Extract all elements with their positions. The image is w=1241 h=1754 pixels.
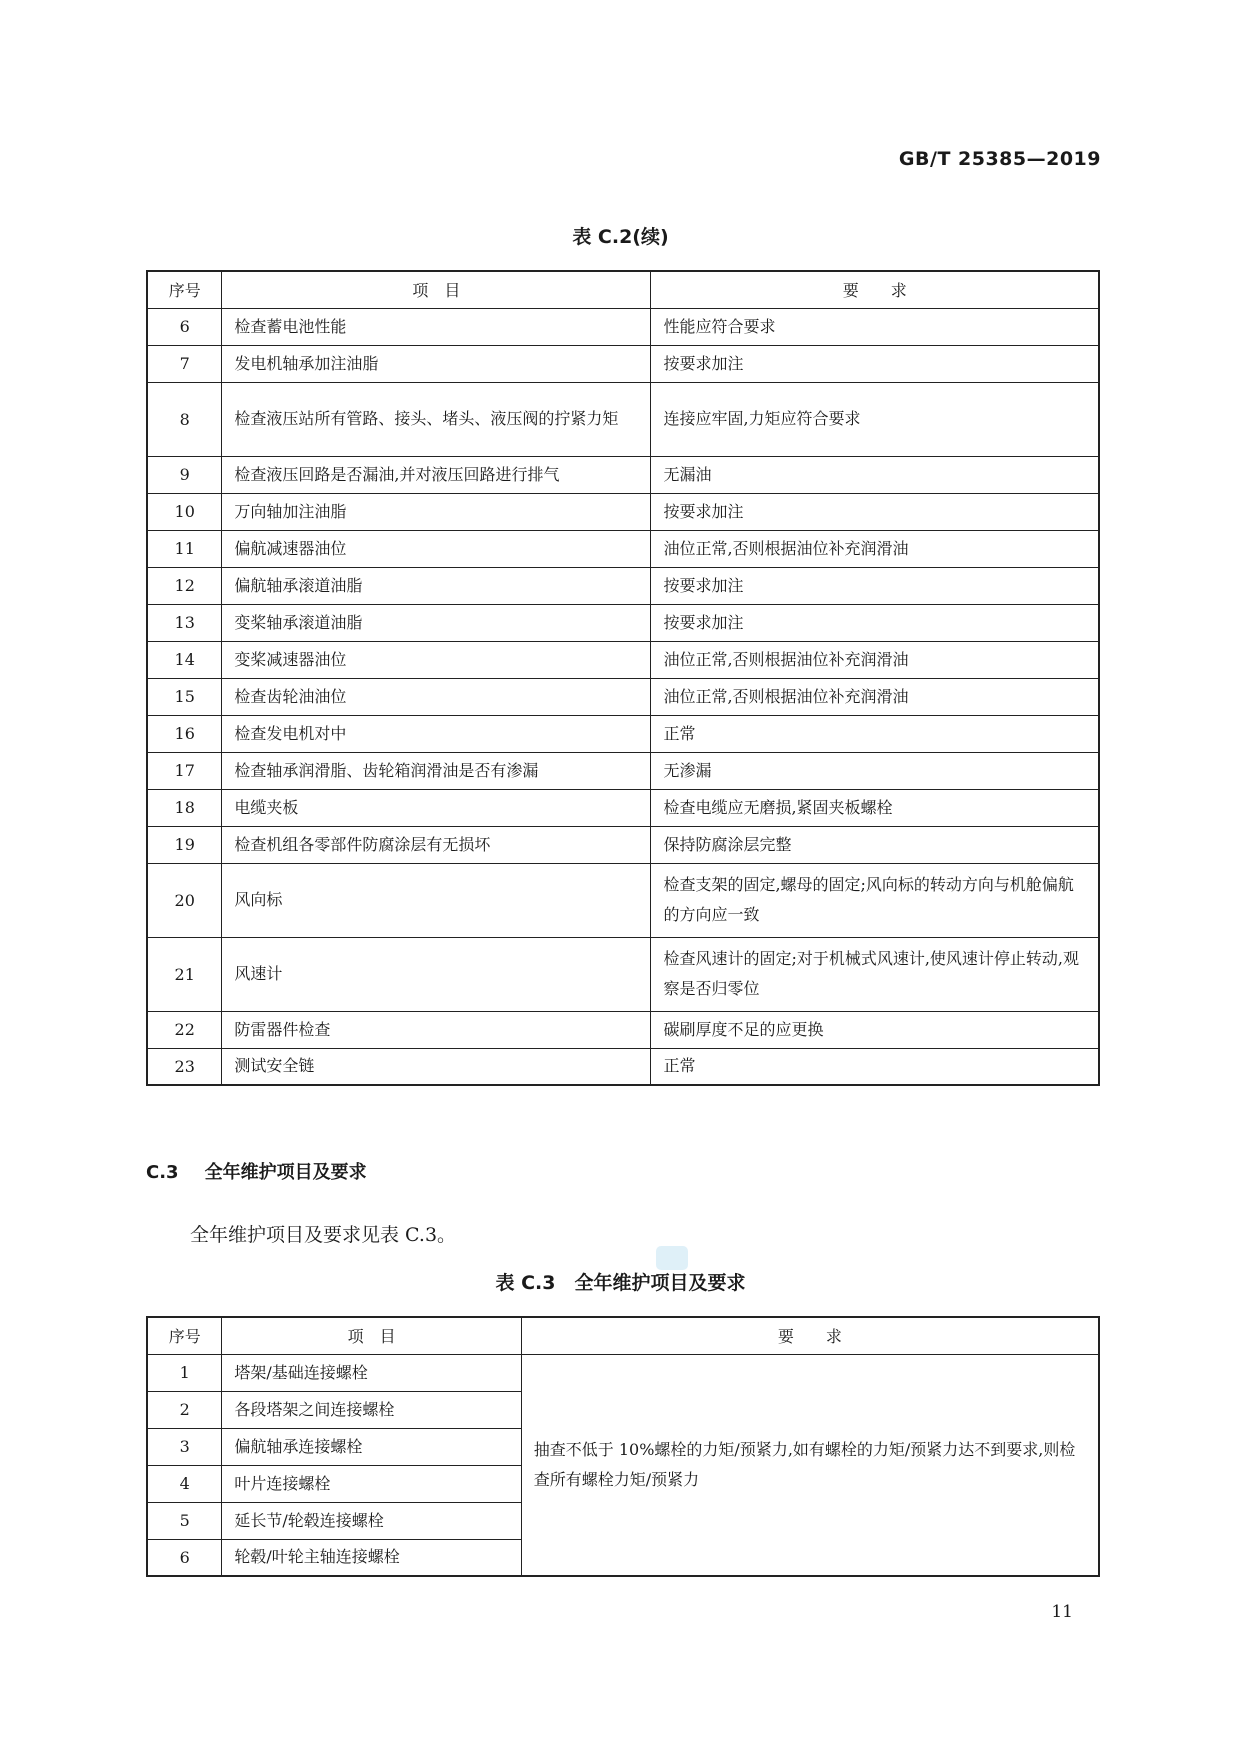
item-cell: 检查液压回路是否漏油,并对液压回路进行排气	[222, 456, 651, 493]
row-number-cell: 6	[147, 1539, 222, 1576]
table-row	[147, 1048, 1099, 1085]
item-cell: 塔架/基础连接螺栓	[222, 1354, 521, 1391]
table-row	[147, 826, 1099, 863]
row-number-cell: 8	[147, 382, 222, 456]
item-cell: 电缆夹板	[222, 789, 651, 826]
table-row	[147, 308, 1099, 345]
watermark	[656, 1246, 688, 1270]
table-row	[147, 567, 1099, 604]
item-cell: 偏航减速器油位	[222, 530, 651, 567]
item-cell: 风速计	[222, 937, 651, 1011]
section-c3-paragraph: 全年维护项目及要求见表 C.3。	[190, 1224, 457, 1246]
requirement-cell: 检查电缆应无磨损,紧固夹板螺栓	[651, 789, 1099, 826]
table-row	[147, 493, 1099, 530]
col-header-no: 序号	[147, 1317, 222, 1354]
section-c3-number: C.3	[146, 1162, 179, 1183]
row-number-cell: 3	[147, 1428, 222, 1465]
col-header-item: 项 目	[222, 271, 651, 308]
table-row	[147, 345, 1099, 382]
row-number-cell: 5	[147, 1502, 222, 1539]
table-c2-header-row	[147, 271, 1099, 308]
item-cell: 检查机组各零部件防腐涂层有无损坏	[222, 826, 651, 863]
row-number-cell: 21	[147, 937, 222, 1011]
item-cell: 检查液压站所有管路、接头、堵头、液压阀的拧紧力矩	[222, 382, 651, 456]
row-number-cell: 16	[147, 715, 222, 752]
table-row	[147, 641, 1099, 678]
col-header-requirement: 要 求	[651, 271, 1099, 308]
item-cell: 变桨减速器油位	[222, 641, 651, 678]
table-c2-caption: 表 C.2(续)	[572, 226, 669, 248]
col-header-requirement: 要 求	[521, 1317, 1099, 1354]
row-number-cell: 23	[147, 1048, 222, 1085]
requirement-cell: 性能应符合要求	[651, 308, 1099, 345]
item-cell: 发电机轴承加注油脂	[222, 345, 651, 382]
row-number-cell: 2	[147, 1391, 222, 1428]
requirement-cell: 按要求加注	[651, 567, 1099, 604]
requirement-cell: 连接应牢固,力矩应符合要求	[651, 382, 1099, 456]
item-cell: 轮毂/叶轮主轴连接螺栓	[222, 1539, 521, 1576]
row-number-cell: 10	[147, 493, 222, 530]
table-row	[147, 530, 1099, 567]
item-cell: 检查齿轮油油位	[222, 678, 651, 715]
item-cell: 防雷器件检查	[222, 1011, 651, 1048]
requirement-cell: 正常	[651, 1048, 1099, 1085]
item-cell: 延长节/轮毂连接螺栓	[222, 1502, 521, 1539]
table-row	[147, 382, 1099, 456]
table-row	[147, 715, 1099, 752]
requirement-cell: 保持防腐涂层完整	[651, 826, 1099, 863]
item-cell: 叶片连接螺栓	[222, 1465, 521, 1502]
requirement-cell: 碳刷厚度不足的应更换	[651, 1011, 1099, 1048]
requirement-cell: 按要求加注	[651, 493, 1099, 530]
row-number-cell: 13	[147, 604, 222, 641]
requirement-cell: 油位正常,否则根据油位补充润滑油	[651, 530, 1099, 567]
row-number-cell: 18	[147, 789, 222, 826]
table-row	[147, 604, 1099, 641]
item-cell: 检查轴承润滑脂、齿轮箱润滑油是否有渗漏	[222, 752, 651, 789]
row-number-cell: 22	[147, 1011, 222, 1048]
table-row	[147, 752, 1099, 789]
requirement-cell: 油位正常,否则根据油位补充润滑油	[651, 678, 1099, 715]
page-number: 11	[1051, 1602, 1073, 1622]
item-cell: 各段塔架之间连接螺栓	[222, 1391, 521, 1428]
item-cell: 测试安全链	[222, 1048, 651, 1085]
requirement-cell: 按要求加注	[651, 604, 1099, 641]
col-header-item: 项 目	[222, 1317, 521, 1354]
table-c3	[146, 1316, 1100, 1577]
item-cell: 万向轴加注油脂	[222, 493, 651, 530]
standard-code: GB/T 25385—2019	[898, 148, 1101, 170]
section-c3-title: 全年维护项目及要求	[204, 1162, 367, 1183]
col-header-no: 序号	[147, 271, 222, 308]
row-number-cell: 9	[147, 456, 222, 493]
item-cell: 偏航轴承连接螺栓	[222, 1428, 521, 1465]
table-c3-header-row	[147, 1317, 1099, 1354]
requirement-cell: 检查支架的固定,螺母的固定;风向标的转动方向与机舱偏航的方向应一致	[651, 863, 1099, 937]
table-row	[147, 863, 1099, 937]
table-row	[147, 789, 1099, 826]
row-number-cell: 17	[147, 752, 222, 789]
requirement-cell: 油位正常,否则根据油位补充润滑油	[651, 641, 1099, 678]
row-number-cell: 15	[147, 678, 222, 715]
row-number-cell: 6	[147, 308, 222, 345]
section-c3-heading	[146, 1158, 367, 1184]
merged-requirement-cell: 抽查不低于 10%螺栓的力矩/预紧力,如有螺栓的力矩/预紧力达不到要求,则检查所有螺栓力矩/预紧力	[521, 1354, 1099, 1576]
requirement-cell: 无渗漏	[651, 752, 1099, 789]
requirement-cell: 检查风速计的固定;对于机械式风速计,使风速计停止转动,观察是否归零位	[651, 937, 1099, 1011]
row-number-cell: 1	[147, 1354, 222, 1391]
table-c2	[146, 270, 1100, 1086]
row-number-cell: 19	[147, 826, 222, 863]
item-cell: 检查蓄电池性能	[222, 308, 651, 345]
row-number-cell: 20	[147, 863, 222, 937]
item-cell: 偏航轴承滚道油脂	[222, 567, 651, 604]
table-row	[147, 678, 1099, 715]
table-row	[147, 1011, 1099, 1048]
row-number-cell: 7	[147, 345, 222, 382]
table-row	[147, 937, 1099, 1011]
item-cell: 变桨轴承滚道油脂	[222, 604, 651, 641]
row-number-cell: 4	[147, 1465, 222, 1502]
row-number-cell: 11	[147, 530, 222, 567]
table-row	[147, 456, 1099, 493]
table-row	[147, 1354, 1099, 1391]
item-cell: 检查发电机对中	[222, 715, 651, 752]
requirement-cell: 正常	[651, 715, 1099, 752]
item-cell: 风向标	[222, 863, 651, 937]
requirement-cell: 按要求加注	[651, 345, 1099, 382]
row-number-cell: 14	[147, 641, 222, 678]
table-c3-caption: 表 C.3 全年维护项目及要求	[495, 1272, 746, 1294]
requirement-cell: 无漏油	[651, 456, 1099, 493]
row-number-cell: 12	[147, 567, 222, 604]
